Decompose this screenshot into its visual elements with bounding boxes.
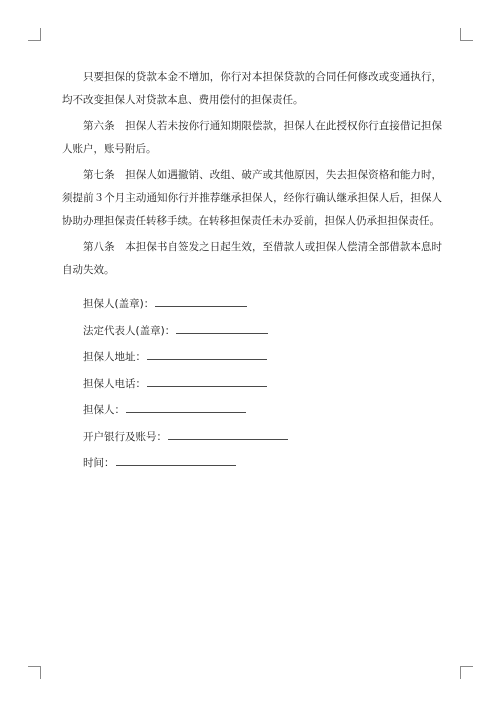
field-guarantor-phone	[83, 373, 288, 400]
field-blank-line[interactable]	[116, 452, 236, 466]
field-blank-line[interactable]	[168, 426, 288, 440]
field-blank-line[interactable]	[126, 399, 246, 413]
paragraph-article-7: 第七条 担保人如遇撤销、改组、破产或其他原因，失去担保资格和能力时，须提前３个月主动通知你行并推荐继承担保人，经你行确认继承担保人后，担保人协助办理担保责任转移手续。在转移担保责任未办妥前，担保人仍承担担保责任。	[62, 169, 442, 227]
document-body	[62, 66, 442, 285]
signature-fields	[83, 293, 288, 479]
field-label: 开户银行及账号：	[83, 430, 167, 443]
crop-mark-bottom-right	[460, 666, 473, 679]
field-label: 担保人(盖章)：	[83, 298, 155, 310]
field-label: 担保人：	[83, 404, 125, 416]
paragraph-guarantee-scope: 只要担保的贷款本金不增加，你行对本担保贷款的合同任何修改或变通执行，均不改变担保人对贷款本息、费用偿付的担保责任。	[62, 71, 442, 106]
field-blank-line[interactable]	[176, 320, 268, 334]
field-label: 法定代表人(盖章)：	[83, 324, 176, 337]
paragraph-article-6: 第六条 担保人若未按你行通知期限偿款，担保人在此授权你行直接借记担保人账户，账号附后。	[62, 120, 442, 155]
field-blank-line[interactable]	[147, 373, 267, 387]
field-blank-line[interactable]	[147, 346, 267, 360]
field-bank-account	[83, 426, 288, 453]
field-legal-representative	[83, 320, 288, 347]
crop-mark-top-right	[460, 28, 473, 41]
field-guarantor-seal	[83, 293, 288, 320]
paragraph-article-8: 第八条 本担保书自签发之日起生效，至借款人或担保人偿清全部借款本息时自动失效。	[62, 241, 442, 276]
field-label: 担保人电话：	[83, 377, 146, 390]
field-guarantor	[83, 399, 288, 426]
field-label: 时间：	[83, 457, 115, 469]
field-date	[83, 452, 288, 479]
crop-mark-top-left	[28, 28, 41, 41]
field-guarantor-address	[83, 346, 288, 373]
field-label: 担保人地址：	[83, 351, 146, 363]
field-blank-line[interactable]	[155, 293, 247, 307]
crop-mark-bottom-left	[28, 666, 41, 679]
